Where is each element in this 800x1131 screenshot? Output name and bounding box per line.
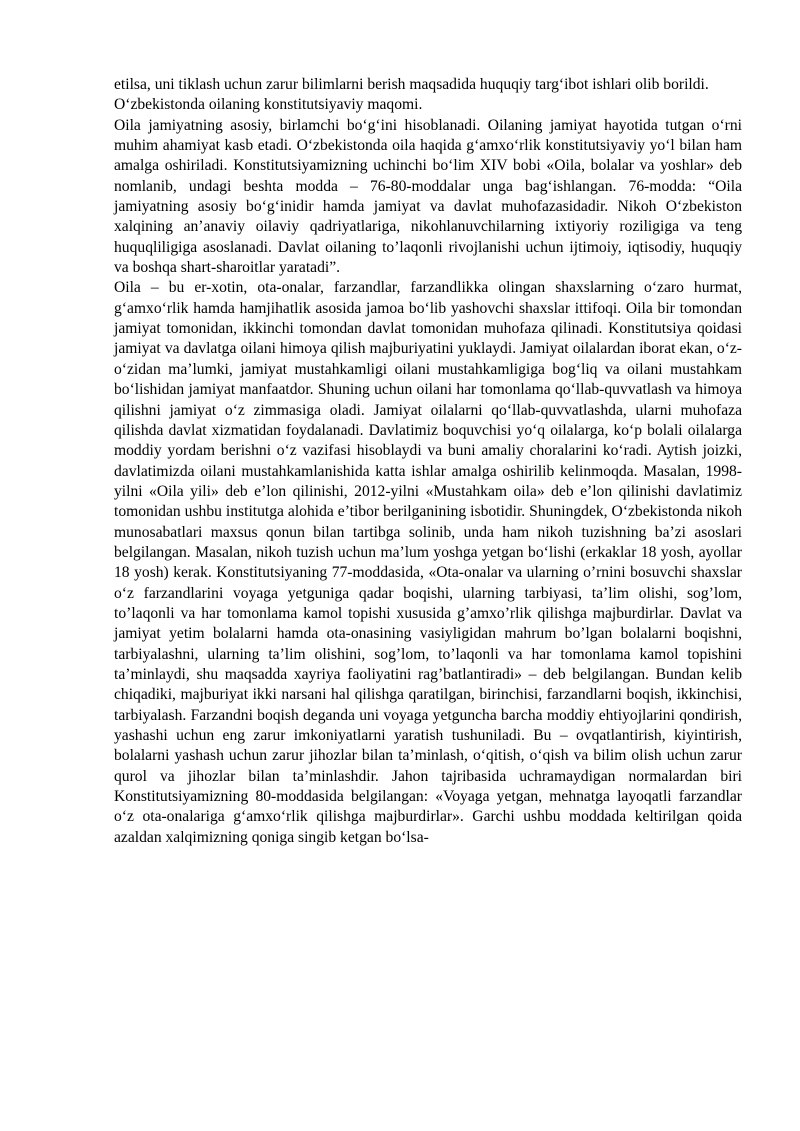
paragraph-family-basis: Oila jamiyatning asosiy, birlamchi bo‘g‘ini hisoblanadi. Oilaning jamiyat hayotida tutgan o‘rni muhim ahamiyat kasb etadi. O‘zbekistonda oila haqida g‘amxo‘rlik konstitutsiyaviy yo‘l bilan ham amalga oshiriladi. Konstitutsiyamizning uchinchi bo‘lim XIV bobi «Oila, bolalar va yoshlar» deb nomlanib, undagi beshta modda – 76-80-moddalar unga bag‘ishlangan. 76-modda: “Oila jamiyatning asosiy bo‘g‘inidir hamda jamiyat va davlat muhofazasidadir. Nikoh O‘zbekiston xalqining an’anaviy oilaviy qadriyatlariga, nikohlanuvchilarning ixtiyoriy roziligiga va teng huquqliligiga asoslanadi. Davlat oilaning to’laqonli rivojlanishi uchun ijtimoiy, iqtisodiy, huquqiy va boshqa shart-sharoitlar yaratadi”. — [114, 116, 742, 277]
section-heading: O‘zbekistonda oilaning konstitutsiyaviy maqomi. — [114, 96, 423, 114]
paragraph-family-definition: Oila – bu er-xotin, ota-onalar, farzandlar, farzandlikka olingan shaxslarning o‘zaro hurmat, g‘amxo‘rlik hamda hamjihatlik asosida jamoa bo‘lib yashovchi shaxslar ittifoqi. Oila bir tomondan jamiyat tomonidan, ikkinchi tomondan davlat tomonidan muhofaza qilinadi. Konstitutsiya qoidasi jamiyat va davlatga oilani himoya qilish majburiyatini yuklaydi. Jamiyat oilalardan iborat ekan, o‘z-o‘zidan ma’lumki, jamiyat mustahkamligi oilani mustahkamligiga bog‘liq va oilani mustahkam bo‘lishidan jamiyat manfaatdor. Shuning uchun oilani har tomonlama qo‘llab-quvvatlash va himoya qilishni jamiyat o‘z zimmasiga oladi. Jamiyat oilalarni qo‘llab-quvvatlashda, ularni muhofaza qilishda davlat xizmatidan foydalanadi. Davlatimiz boquvchisi yo‘q oilalarga, ko‘p bolali oilalarga moddiy yordam berishni o‘z vazifasi hisoblaydi va buni amaliy choralarini ko‘radi. Aytish joizki, davlatimizda oilani mustahkamlanishida katta ishlar amalga oshirilib kelinmoqda. Masalan, 1998-yilni «Oila yili» deb e’lon qilinishi, 2012-yilni «Mustahkam oila» deb e’lon qilinishi davlatimiz tomonidan ushbu institutga alohida e’tibor berilganining isbotidir. Shuningdek, O‘zbekistonda nikoh munosabatlari maxsus qonun bilan tartibga solinib, unda ham nikoh tuzishning ba’zi asoslari belgilangan. Masalan, nikoh tuzish uchun ma’lum yoshga yetgan bo‘lishi (erkaklar 18 yosh, ayollar 18 yosh) kerak. Konstitutsiyaning 77-moddasida, «Ota-onalar va ularning o’rnini bosuvchi shaxslar o‘z farzandlarini voyaga yetguniga qadar boqishi, ularning tarbiyasi, ta’lim olishi, sog’lom, to’laqonli va har tomonlama kamol topishi xususida g’amxo’rlik qilishga majburdirlar. Davlat va jamiyat yetim bolalarni hamda ota-onasining vasiyligidan mahrum bo’lgan bolalarni boqishni, tarbiyalashni, ularning ta’lim olishini, sog’lom, to’laqonli va har tomonlama kamol topishini ta’minlaydi, shu maqsadda xayriya faoliyatini rag’batlantiradi» – deb belgilangan. Bundan kelib chiqadiki, majburiyat ikki narsani hal qilishga qaratilgan, birinchisi, farzandlarni boqish, ikkinchisi, tarbiyalash. Farzandni boqish deganda uni voyaga yetguncha barcha moddiy ehtiyojlarini qondirish, yashashi uchun eng zarur imkoniyatlarni yaratish tushuniladi. Bu – ovqatlantirish, kiyintirish, bolalarni yashash uchun zarur jihozlar bilan ta’minlash, o‘qitish, o‘qish va bilim olish uchun zarur qurol va jihozlar bilan ta’minlashdir. Jahon tajribasida uchramaydigan normalardan biri Konstitutsiyamizning 80-moddasida belgilangan: «Voyaga yetgan, mehnatga layoqatli farzandlar o‘z ota-onalariga g‘amxo‘rlik qilishga majburdirlar». Garchi ushbu moddada keltirilgan qoida azaldan xalqimizning qoniga singib ketgan bo‘lsa- — [114, 279, 742, 846]
document-body — [114, 75, 742, 848]
paragraph-continuation: etilsa, uni tiklash uchun zarur bilimlarni berish maqsadida huquqiy targ‘ibot ishlari olib borildi. — [114, 76, 709, 93]
